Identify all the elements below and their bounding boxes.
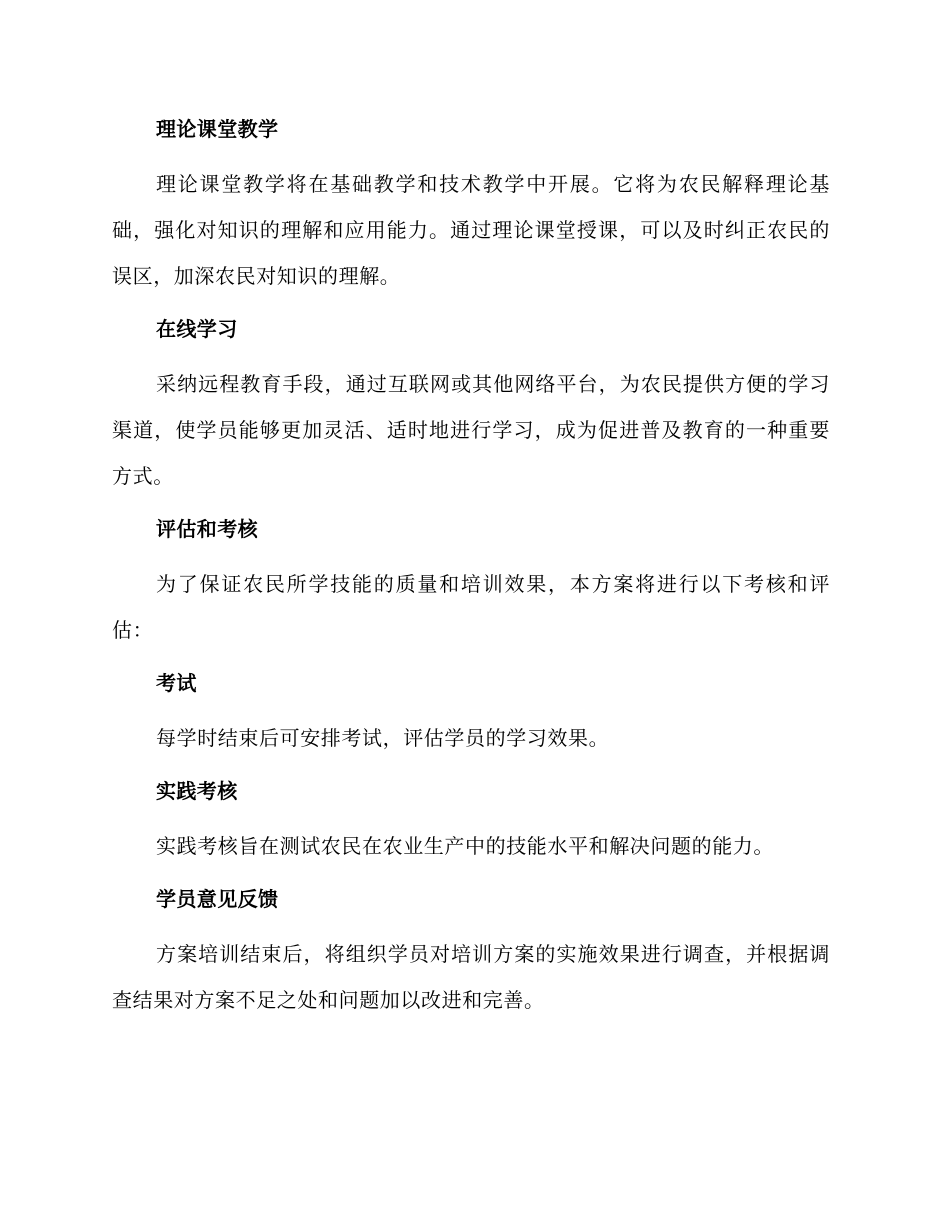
section-heading-exam: 考试 [156, 671, 197, 695]
section-heading-theory-class: 理论课堂教学 [156, 117, 279, 141]
section-paragraph-evaluation: 为了保证农民所学技能的质量和培训效果，本方案将进行以下考核和评估： [112, 572, 830, 642]
section-heading-practice-assessment: 实践考核 [156, 779, 238, 803]
section-heading-evaluation: 评估和考核 [156, 517, 258, 541]
section-paragraph-online-learning: 采纳远程教育手段，通过互联网或其他网络平台，为农民提供方便的学习渠道，使学员能够更加灵活、适时地进行学习，成为促进普及教育的一种重要方式。 [112, 372, 830, 488]
section-heading-online-learning: 在线学习 [156, 317, 238, 341]
section-heading-feedback: 学员意见反馈 [156, 887, 279, 911]
section-paragraph-feedback: 方案培训结束后，将组织学员对培训方案的实施效果进行调查，并根据调查结果对方案不足之处和问题加以改进和完善。 [112, 942, 830, 1012]
section-paragraph-exam: 每学时结束后可安排考试，评估学员的学习效果。 [156, 726, 610, 750]
section-paragraph-theory-class: 理论课堂教学将在基础教学和技术教学中开展。它将为农民解释理论基础，强化对知识的理解和应用能力。通过理论课堂授课，可以及时纠正农民的误区，加深农民对知识的理解。 [112, 172, 830, 288]
section-paragraph-practice-assessment: 实践考核旨在测试农民在农业生产中的技能水平和解决问题的能力。 [156, 834, 774, 858]
